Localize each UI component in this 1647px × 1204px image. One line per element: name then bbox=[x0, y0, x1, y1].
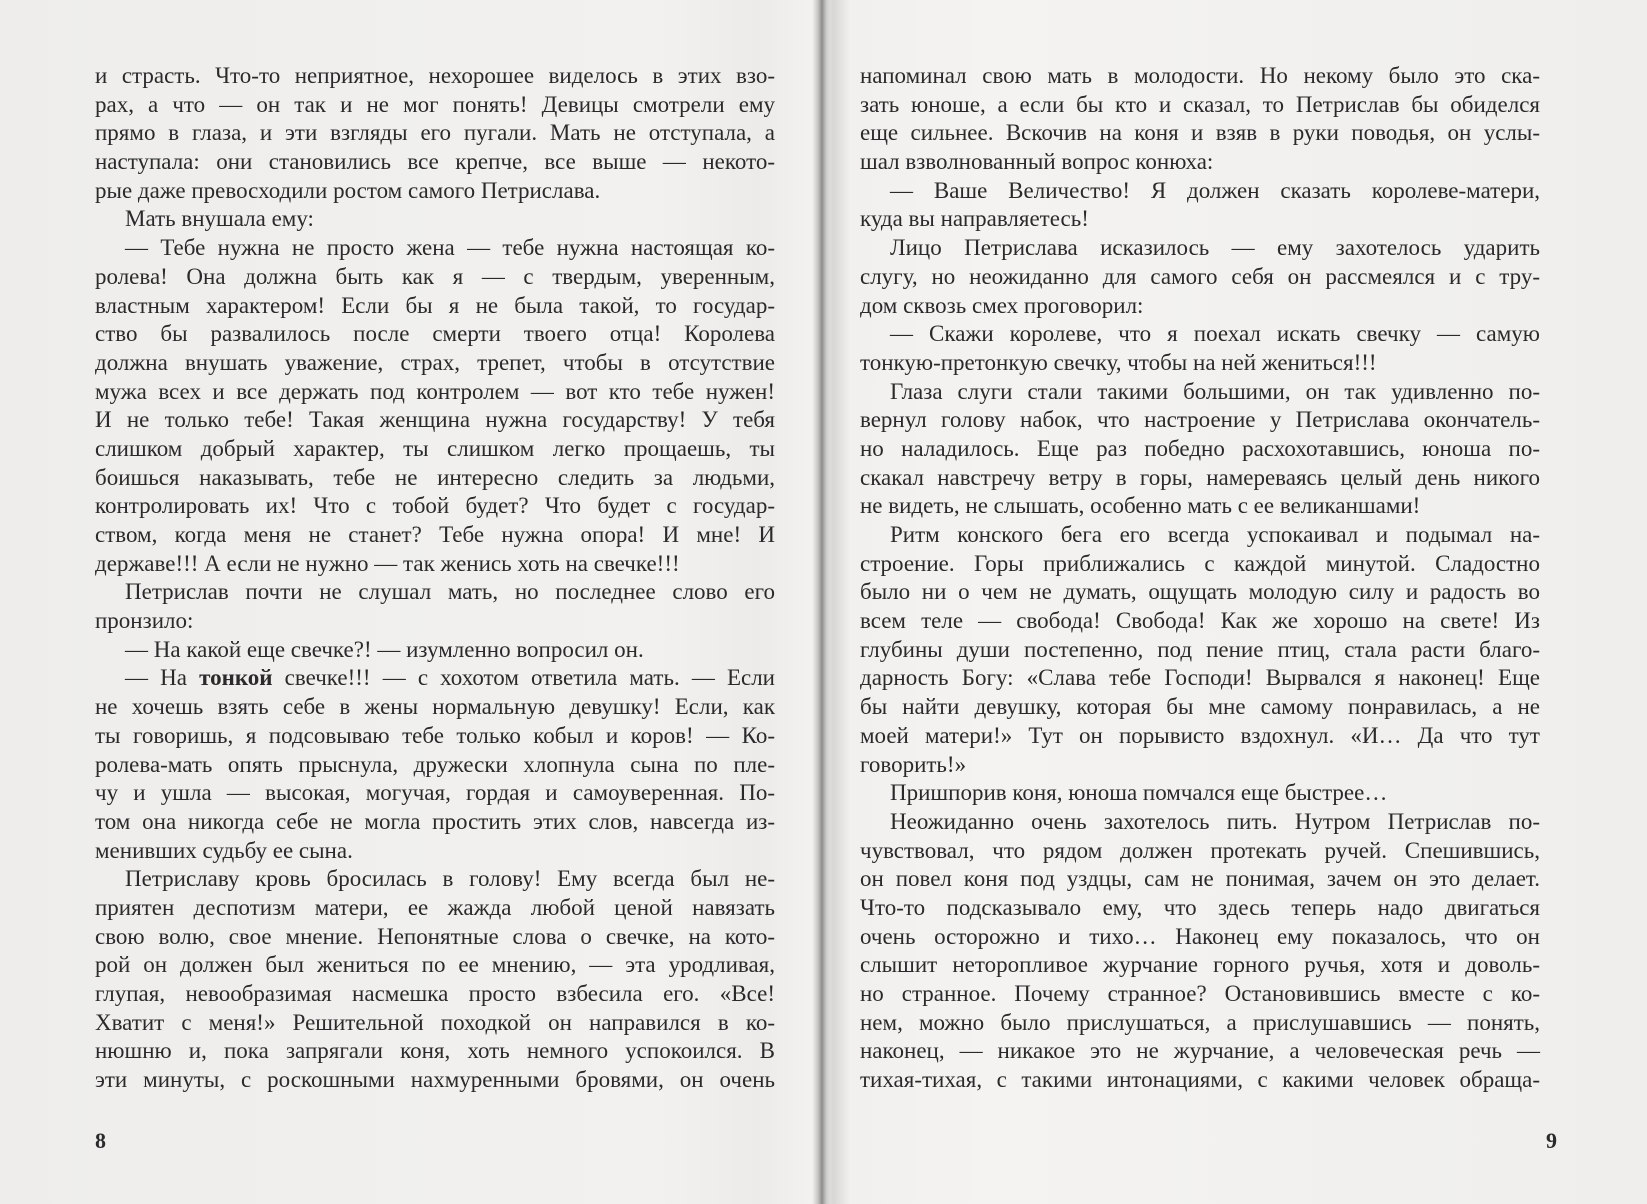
left-page-text-line: прямо в глаза, и эти взгляды его пугали. Мать не отступала, а bbox=[95, 120, 775, 146]
right-page-text-line: очень осторожно и тихо… Наконец ему показалось, что он bbox=[860, 923, 1540, 949]
right-page-text-line: слышит неторопливое журчание горного ручья, хотя и доволь- bbox=[860, 952, 1540, 978]
right-page-text-line: дарность Богу: «Слава тебе Господи! Вырвался я наконец! Еще bbox=[860, 665, 1540, 691]
right-page-text-line: глубины души постепенно, под пение птиц, стала расти благо- bbox=[860, 636, 1540, 662]
left-page-text-line: — На какой еще свечке?! — изумленно вопросил он. bbox=[125, 636, 644, 662]
left-page-text-line bbox=[95, 664, 775, 693]
left-page-text-line: рах, а что — он так и не мог понять! Девицы смотрели ему bbox=[95, 91, 775, 117]
left-page-text-line: рой он должен был жениться по ее мнению, — эта уродливая, bbox=[95, 952, 775, 978]
line-text-part: свечке!!! — с хохотом ответила мать. — Если bbox=[272, 665, 775, 691]
right-page-text-line: напоминал свою мать в молодости. Но некому было это ска- bbox=[860, 63, 1540, 88]
right-page-text-line: скакал навстречу ветру в горы, намереваясь целый день никого bbox=[860, 464, 1540, 490]
left-page-text-line: том она никогда себе не могла простить этих слов, навсегда из- bbox=[95, 808, 775, 834]
book-gutter bbox=[812, 0, 830, 1204]
left-page-text-line: приятен деспотизм матери, ее жажда любой ценой навязать bbox=[95, 894, 775, 920]
right-page-text-line: — Ваше Величество! Я должен сказать королеве-матери, bbox=[890, 177, 1540, 203]
right-page-text-line: — Скажи королеве, что я поехал искать свечку — самую bbox=[890, 321, 1540, 347]
right-page-text-line: говорить!» bbox=[860, 751, 967, 777]
right-page-text-line: Что-то подсказывало ему, что здесь теперь надо двигаться bbox=[860, 894, 1540, 920]
right-page-text-line: строение. Горы приближались с каждой минутой. Сладостно bbox=[860, 550, 1540, 576]
left-page-text-line: — Тебе нужна не просто жена — тебе нужна настоящая ко- bbox=[125, 235, 775, 261]
left-page-text-line: наступала: они становились все крепче, все выше — некото- bbox=[95, 149, 775, 175]
right-page-text-line: чувствовал, что рядом должен протекать ручей. Спешившись, bbox=[860, 837, 1540, 863]
right-page-text-line: наконец, — никакое это не журчание, а человеческая речь — bbox=[860, 1038, 1540, 1064]
left-page-text-line: свою волю, свое мнение. Непонятные слова о свечке, на кото- bbox=[95, 923, 775, 949]
right-page-text-line: зать юноше, а если бы кто и сказал, то Петрислав бы обиделся bbox=[860, 91, 1540, 117]
right-page-text-line: было ни о чем не думать, ощущать молодую силу и радость во bbox=[860, 579, 1540, 605]
line-text-part: — На bbox=[125, 665, 200, 691]
left-page-text-line: не хочешь взять себе в жены нормальную девушку! Если, как bbox=[95, 694, 775, 720]
bold-word: тонкой bbox=[199, 665, 273, 691]
left-page-text-line: рые даже превосходили ростом самого Петрислава. bbox=[95, 177, 601, 203]
page-number-right: 9 bbox=[1546, 1128, 1557, 1153]
right-page-text-line: слугу, но неожиданно для самого себя он рассмеялся и с тру- bbox=[860, 263, 1540, 289]
right-page-text-line: еще сильнее. Вскочив на коня и взяв в руки поводья, он услы- bbox=[860, 120, 1540, 146]
left-page-text-line: ты говоришь, я подсовываю тебе только кобыл и коров! — Ко- bbox=[95, 722, 775, 748]
right-page-text-line: не видеть, не слышать, особенно мать с ее великаншами! bbox=[860, 493, 1421, 519]
left-page-text-line: ролева! Она должна быть как я — с твердым, уверенным, bbox=[95, 263, 775, 289]
left-page bbox=[95, 62, 775, 1095]
left-page-text-line: должна внушать уважение, страх, трепет, чтобы в отсутствие bbox=[95, 349, 775, 375]
left-page-text-line: и страсть. Что-то неприятное, нехорошее виделось в этих взо- bbox=[95, 63, 775, 88]
left-page-text-line: Петриславу кровь бросилась в голову! Ему всегда был не- bbox=[125, 866, 775, 892]
right-page-text-line: тонкую-претонкую свечку, чтобы на ней жениться!!! bbox=[860, 349, 1377, 375]
left-page-text-line: ство бы развалилось после смерти твоего отца! Королева bbox=[95, 321, 775, 347]
left-page-text-line: ролева-мать опять прыснула, дружески хлопнула сына по пле- bbox=[95, 751, 775, 777]
left-page-text-line: боишься наказывать, тебе не интересно следить за людьми, bbox=[95, 464, 775, 490]
right-page-text-line: но наладилось. Еще раз победно расхохотавшись, юноша по- bbox=[860, 435, 1540, 461]
left-page-text-line: глупая, невообразимая насмешка просто взбесила его. «Все! bbox=[95, 981, 775, 1006]
right-page-text-line: куда вы направляетесь! bbox=[860, 206, 1089, 232]
left-page-text-line: менивших судьбу ее сына. bbox=[95, 837, 353, 863]
right-page-text-line: тихая-тихая, с такими интонациями, с какими человек обраща- bbox=[860, 1067, 1540, 1093]
right-page-text-line: нем, можно было прислушаться, а прислушавшись — понять, bbox=[860, 1009, 1540, 1035]
right-page-text-line: шал взволнованный вопрос конюха: bbox=[860, 149, 1214, 175]
left-page-text-line: мужа всех и все держать под контролем — вот кто тебе нужен! bbox=[95, 378, 775, 404]
right-page-text-line: но странное. Почему странное? Остановившись вместе с ко- bbox=[860, 981, 1540, 1006]
right-page-text-line: вернул голову набок, что настроение у Петрислава окончатель- bbox=[860, 407, 1540, 433]
left-page-text-line: Мать внушала ему: bbox=[125, 206, 314, 232]
right-page-text-line: Ритм конского бега его всегда успокаивал и подымал на- bbox=[890, 522, 1540, 547]
right-page-text-line: моей матери!» Тут он порывисто вздохнул. «И… Да что тут bbox=[860, 722, 1540, 748]
left-page-text-line: Хватит с меня!» Решительной походкой он направился в ко- bbox=[95, 1009, 775, 1035]
left-page-text-line: эти минуты, с роскошными нахмуренными бровями, он очень bbox=[95, 1067, 775, 1093]
right-page-text-line: Глаза слуги стали такими большими, он так удивленно по- bbox=[890, 378, 1540, 404]
page-number-left: 8 bbox=[95, 1128, 106, 1153]
left-page-text-line: И не только тебе! Такая женщина нужна государству! У тебя bbox=[95, 407, 775, 433]
left-page-text-line: ством, когда меня не станет? Тебе нужна опора! И мне! И bbox=[95, 522, 775, 547]
right-page-text-line: дом сквозь смех проговорил: bbox=[860, 292, 1144, 318]
right-page bbox=[860, 62, 1540, 1095]
left-page-text-line: пронзило: bbox=[95, 608, 194, 634]
left-page-text-line: державе!!! А если не нужно — так женись хоть на свечке!!! bbox=[95, 550, 680, 576]
right-page-text-line: Пришпорив коня, юноша помчался еще быстрее… bbox=[890, 780, 1388, 806]
left-page-text-line: Петрислав почти не слушал мать, но последнее слово его bbox=[125, 579, 775, 605]
left-page-text-line: чу и ушла — высокая, могучая, гордая и самоуверенная. По- bbox=[95, 780, 775, 806]
right-page-text-line: Лицо Петрислава исказилось — ему захотелось ударить bbox=[890, 235, 1540, 261]
left-page-text-line: властным характером! Если бы я не была такой, то государ- bbox=[95, 292, 775, 318]
right-page-text-line: он повел коня под уздцы, сам не понимая, зачем он это делает. bbox=[860, 866, 1540, 892]
left-page-text-line: контролировать их! Что с тобой будет? Что будет с государ- bbox=[95, 493, 775, 519]
right-page-text-line: Неожиданно очень захотелось пить. Нутром Петрислав по- bbox=[890, 808, 1540, 834]
right-page-text-line: всем теле — свобода! Свобода! Как же хорошо на свете! Из bbox=[860, 608, 1540, 634]
left-page-text-line: нюшню и, пока запрягали коня, хоть немного успокоился. В bbox=[95, 1038, 775, 1064]
right-page-text-line: бы найти девушку, которая бы мне самому понравилась, а не bbox=[860, 694, 1540, 720]
left-page-text-line: слишком добрый характер, ты слишком легко прощаешь, ты bbox=[95, 435, 775, 461]
